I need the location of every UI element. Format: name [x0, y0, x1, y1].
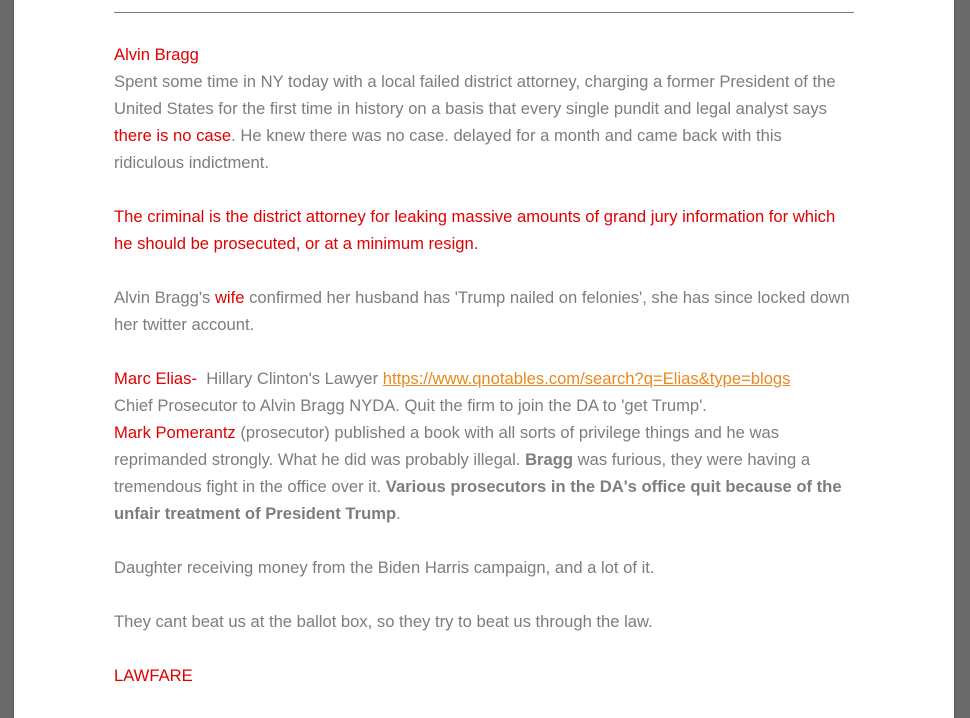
p3-text-a: Alvin Bragg's	[114, 288, 215, 307]
p4-bold-quit: Various prosecutors in the DA's office quit because of the unfair treatment of President Trump	[114, 477, 842, 523]
p4-text-d: was furious, they were having a tremendous fight in the office over it.	[114, 450, 811, 496]
paragraph-6: They cant beat us at the ballot box, so they try to beat us through the law.	[114, 612, 653, 631]
article-body	[114, 41, 856, 716]
p4-text-e: .	[396, 504, 401, 523]
p1-text-b: . He knew there was no case. delayed for a month and came back with this ridiculous indictment.	[114, 126, 782, 172]
paragraph-2: The criminal is the district attorney for leaking massive amounts of grand jury information for which he should be prosecuted, or at a minimum resign.	[114, 207, 836, 253]
p4-bold-bragg: Bragg	[525, 450, 574, 469]
p4-line-2: Chief Prosecutor to Alvin Bragg NYDA. Quit the firm to join the DA to 'get Trump'.	[114, 396, 707, 415]
paragraph-lawfare: LAWFARE	[114, 666, 193, 685]
role-marc-elias: Hillary Clinton's Lawyer	[196, 369, 383, 388]
paragraph-1	[114, 41, 856, 176]
p1-text-a: Spent some time in NY today with a local failed district attorney, charging a former President of the United States for the first time in history on a basis that every single pundit and legal analyst says	[114, 72, 836, 118]
paragraph-3	[114, 284, 856, 338]
paragraph-5: Daughter receiving money from the Biden Harris campaign, and a lot of it.	[114, 558, 655, 577]
p4-text-c: (prosecutor) published a book with all sorts of privilege things and he was reprimanded strongly. What he did was probably illegal.	[114, 423, 780, 469]
horizontal-rule	[114, 12, 854, 13]
name-mark-pomerantz: Mark Pomerantz	[114, 423, 236, 442]
heading-alvin-bragg: Alvin Bragg	[114, 45, 199, 64]
paragraph-4	[114, 365, 856, 527]
p1-red-phrase: there is no case	[114, 126, 232, 145]
p3-text-b: confirmed her husband has 'Trump nailed on felonies', she has since locked down her twitter account.	[114, 288, 850, 334]
p3-red-wife: wife	[214, 288, 245, 307]
document-page	[14, 0, 954, 718]
qnotables-link[interactable]: https://www.qnotables.com/search?q=Elias&type=blogs	[382, 369, 791, 388]
name-marc-elias: Marc Elias-	[114, 369, 197, 388]
